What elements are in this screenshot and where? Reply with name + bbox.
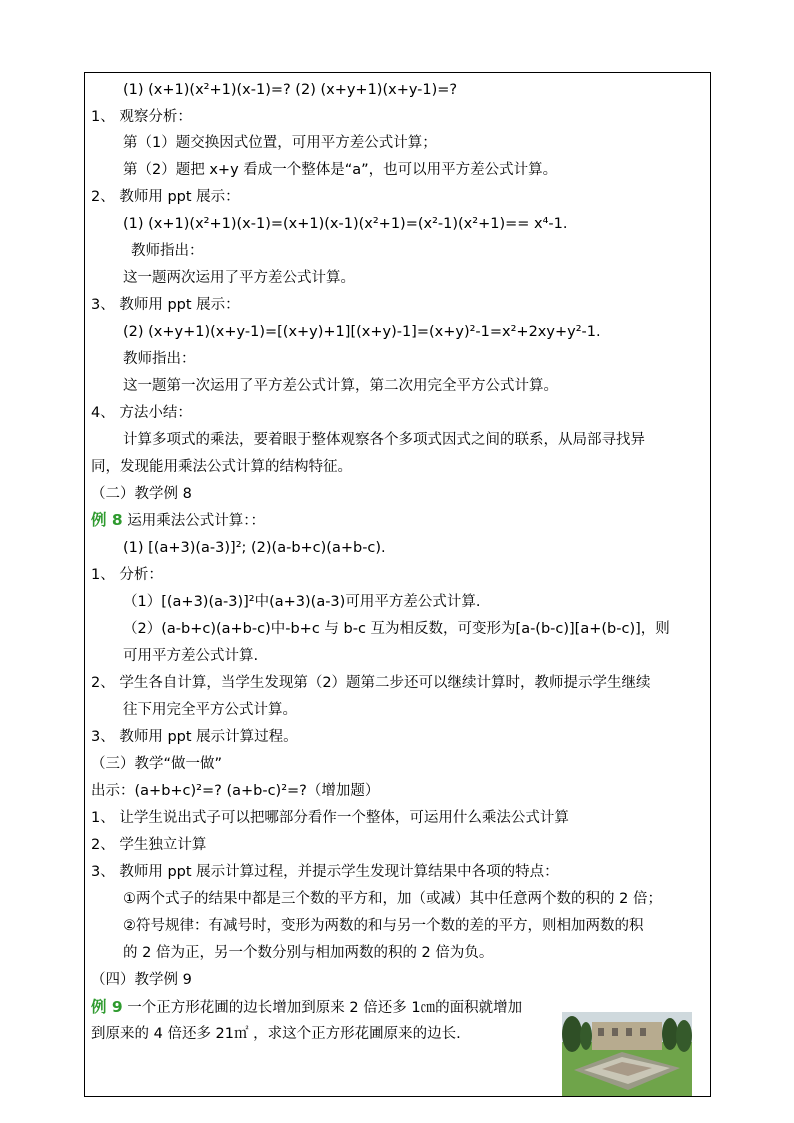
text-line: 这一题两次运用了平方差公式计算。: [123, 270, 355, 286]
text-line: 往下用完全平方公式计算。: [123, 702, 297, 718]
text-line: ②符号规律：有减号时，变形为两数的和与另一个数的差的平方，则相加两数的积: [123, 918, 644, 934]
formula-line: (1) (x+1)(x²+1)(x-1)=(x+1)(x-1)(x²+1)=(x²-1)(x²+1)== x⁴-1.: [123, 216, 568, 232]
step-heading: 1、 让学生说出式子可以把哪部分看作一个整体，可运用什么乘法公式计算: [91, 810, 569, 826]
step-heading: 1、 分析：: [91, 567, 163, 583]
text-line: ①两个式子的结果中都是三个数的平方和，加（或减）其中任意两个数的积的 2 倍；: [123, 891, 662, 907]
text-line: 同，发现能用乘法公式计算的结构特征。: [91, 459, 352, 475]
garden-photo-icon: [562, 1012, 692, 1096]
example-9-line: [91, 998, 522, 1017]
text-line: 可用平方差公式计算.: [123, 648, 259, 664]
section-heading: （四）教学例 9: [91, 972, 192, 988]
text-line: （2）(a-b+c)(a+b-c)中-b+c 与 b-c 互为相反数，可变形为[a-(b-c)][a+(b-c)]，则: [123, 621, 670, 637]
text-line: 第（2）题把 x+y 看成一个整体是“a”，也可以用平方差公式计算。: [123, 162, 558, 178]
example-label: 例 9: [91, 998, 123, 1016]
text-line: 教师指出：: [123, 351, 196, 367]
text-line: （1）[(a+3)(a-3)]²中(a+3)(a-3)可用平方差公式计算.: [123, 594, 481, 610]
example-label: 例 8: [91, 511, 123, 529]
exercise-line: 出示：(a+b+c)²=? (a+b-c)²=?（增加题）: [91, 783, 380, 799]
formula-line: (2) (x+y+1)(x+y-1)=[(x+y)+1][(x+y)-1]=(x+y)²-1=x²+2xy+y²-1.: [123, 324, 601, 340]
text-line: 到原来的 4 倍还多 21㎡ ，求这个正方形花圃原来的边长.: [91, 1026, 461, 1042]
section-heading: （三）教学“做一做”: [91, 756, 223, 772]
text-line: 的 2 倍为正，另一个数分别与相加两数的积的 2 倍为负。: [123, 945, 494, 961]
example-8-line: [91, 511, 265, 530]
step-heading: 2、 学生独立计算: [91, 837, 207, 853]
text-line: 这一题第一次运用了平方差公式计算，第二次用完全平方公式计算。: [123, 378, 558, 394]
example-text: 一个正方形花圃的边长增加到原来 2 倍还多 1㎝的面积就增加: [122, 1000, 523, 1016]
step-heading: 2、 学生各自计算，当学生发现第（2）题第二步还可以继续计算时，教师提示学生继续: [91, 675, 651, 691]
step-heading: 1、 观察分析：: [91, 109, 192, 125]
example-text: 运用乘法公式计算：：: [122, 513, 266, 529]
text-line: 计算多项式的乘法，要着眼于整体观察各个多项式因式之间的联系，从局部寻找异: [123, 432, 645, 448]
garden-photo: [562, 1012, 692, 1096]
step-heading: 3、 教师用 ppt 展示：: [91, 297, 240, 313]
exercise-line: (1) [(a+3)(a-3)]²; (2)(a-b+c)(a+b-c).: [123, 540, 386, 556]
text-line: 第（1）题交换因式位置，可用平方差公式计算；: [123, 135, 437, 151]
step-heading: 4、 方法小结：: [91, 405, 192, 421]
step-heading: 2、 教师用 ppt 展示：: [91, 189, 240, 205]
text-line: 教师指出：: [131, 243, 204, 259]
exercise-line: (1) (x+1)(x²+1)(x-1)=? (2) (x+y+1)(x+y-1)=?: [123, 82, 458, 98]
section-heading: （二）教学例 8: [91, 486, 192, 502]
step-heading: 3、 教师用 ppt 展示计算过程，并提示学生发现计算结果中各项的特点：: [91, 864, 559, 880]
step-heading: 3、 教师用 ppt 展示计算过程。: [91, 729, 298, 745]
